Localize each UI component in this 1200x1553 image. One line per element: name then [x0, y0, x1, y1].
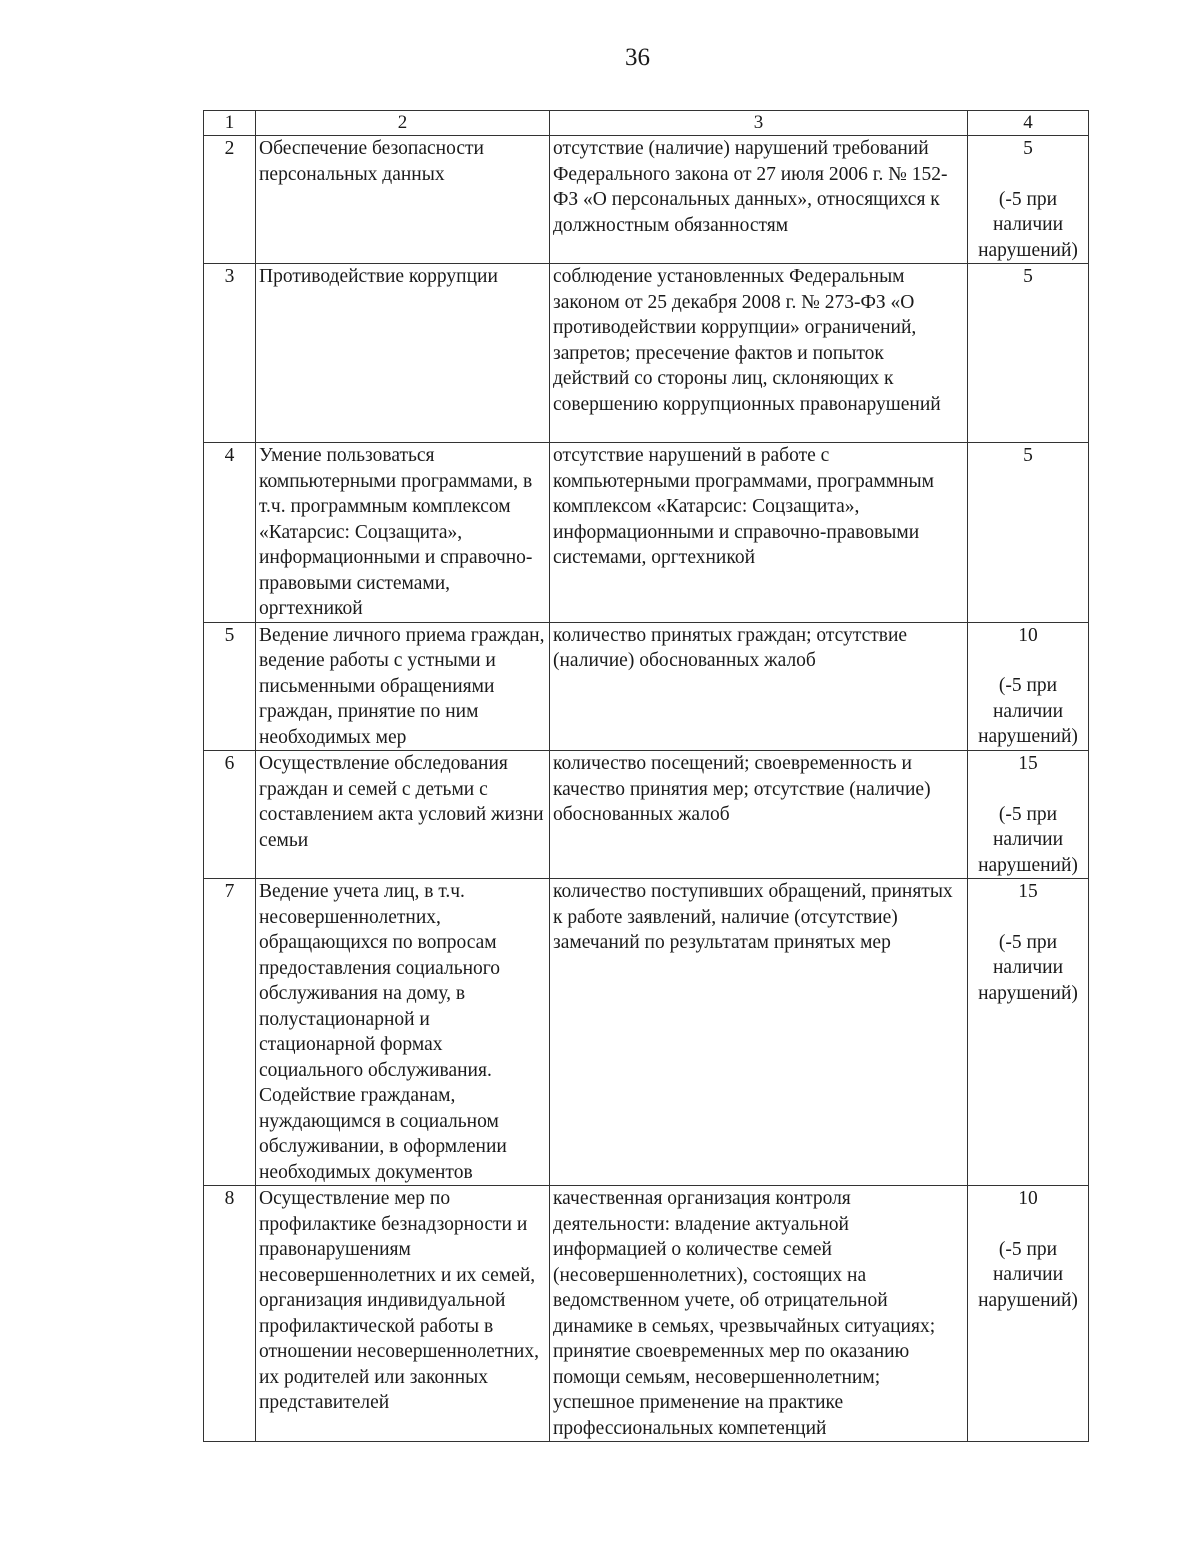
row-number: 7 [204, 879, 256, 1186]
header-cell: 1 [204, 111, 256, 136]
score-cell [968, 1186, 1089, 1442]
criterion-cell: количество принятых граждан; отсутствие (наличие) обоснованных жалоб [550, 622, 968, 751]
criteria-table [203, 110, 1089, 1442]
row-number: 4 [204, 443, 256, 623]
score-note-line: наличии [992, 1264, 1064, 1285]
row-number: 2 [204, 136, 256, 264]
score-note-line: (-5 при [998, 1238, 1058, 1260]
criterion-cell: количество посещений; своевременность и качество принятия мер; отсутствие (наличие) обоснованных жалоб [550, 751, 968, 879]
score-value: 15 [1018, 753, 1038, 774]
score-note-line: (-5 при [998, 188, 1058, 210]
score-cell [968, 879, 1089, 1186]
score-value: 10 [1018, 1188, 1038, 1209]
score-cell [968, 622, 1089, 751]
score-note-line: (-5 при [998, 931, 1058, 953]
score-note-line: нарушений) [978, 982, 1078, 1004]
indicator-cell: Осуществление мер по профилактике безнадзорности и правонарушениям несовершеннолетних и их семей, организация индивидуальной профилактической работы в отношении несовершеннолетних, их родителей или законных представителей [256, 1186, 550, 1442]
indicator-cell: Ведение учета лиц, в т.ч. несовершеннолетних, обращающихся по вопросам предоставления социального обслуживания на дому, в полустационарной и стационарной формах социального обслуживания. Содействие гражданам, нуждающимся в социальном обслуживании, в оформлении необходимых документов [256, 879, 550, 1186]
table-header-row [204, 111, 1089, 136]
table-row [204, 622, 1089, 751]
score-cell [968, 136, 1089, 264]
criterion-cell: качественная организация контроля деятельности: владение актуальной информацией о количестве семей (несовершеннолетних), состоящих на ведомственном учете, об отрицательной динамике в семьях, чрезвычайных ситуациях; принятие своевременных мер по оказанию помощи семьям, несовершеннолетним; успешное применение на практике профессиональных компетенций [550, 1186, 968, 1442]
score-cell [968, 751, 1089, 879]
score-note-line: нарушений) [978, 854, 1078, 876]
score-value: 5 [1023, 445, 1033, 466]
indicator-cell: Ведение личного приема граждан, ведение работы с устными и письменными обращениями граждан, принятие по ним необходимых мер [256, 622, 550, 751]
table-row [204, 136, 1089, 264]
row-number: 3 [204, 264, 256, 443]
criterion-cell: отсутствие нарушений в работе с компьютерными программами, программным комплексом «Катарсис: Соцзащита», информационными и справочно-правовыми системами, оргтехникой [550, 443, 968, 623]
row-number: 8 [204, 1186, 256, 1442]
score-note [971, 1237, 1085, 1314]
score-cell [968, 264, 1089, 443]
score-note [971, 187, 1085, 264]
score-note-line: (-5 при [998, 675, 1058, 696]
score-note-line: нарушений) [978, 1289, 1078, 1311]
table-row [204, 443, 1089, 623]
score-note-line: нарушений) [978, 239, 1078, 261]
score-note-line: (-5 при [998, 803, 1058, 825]
table-row [204, 879, 1089, 1186]
table-row [204, 264, 1089, 443]
score-note-line: наличии [992, 214, 1064, 235]
indicator-cell: Обеспечение безопасности персональных данных [256, 136, 550, 264]
score-note [971, 802, 1085, 879]
table-row [204, 751, 1089, 879]
criterion-cell: количество поступивших обращений, принятых к работе заявлений, наличие (отсутствие) замечаний по результатам принятых мер [550, 879, 968, 1186]
indicator-cell: Осуществление обследования граждан и семей с детьми с составлением акта условий жизни семьи [256, 751, 550, 879]
score-note [971, 673, 1085, 750]
score-value: 5 [1023, 138, 1033, 159]
score-note [971, 930, 1085, 1007]
score-note-line: наличии [992, 829, 1064, 850]
score-value: 5 [1023, 266, 1033, 287]
score-value: 10 [1018, 624, 1038, 646]
criterion-cell: соблюдение установленных Федеральным законом от 25 декабря 2008 г. № 273-ФЗ «О противодействии коррупции» ограничений, запретов; пресечение фактов и попыток действий со стороны лиц, склоняющих к совершению коррупционных правонарушений [550, 264, 968, 443]
row-number: 6 [204, 751, 256, 879]
page-number: 36 [625, 44, 650, 71]
table-row [204, 1186, 1089, 1442]
score-cell [968, 443, 1089, 623]
indicator-cell: Умение пользоваться компьютерными программами, в т.ч. программным комплексом «Катарсис: Соцзащита», информационными и справочно-правовыми системами, оргтехникой [256, 443, 550, 623]
score-note-line: наличии [992, 957, 1064, 978]
score-note-line: наличии [992, 700, 1064, 722]
header-cell: 3 [550, 111, 968, 136]
header-cell: 4 [968, 111, 1089, 136]
score-value: 15 [1018, 881, 1038, 902]
indicator-cell: Противодействие коррупции [256, 264, 550, 443]
header-cell: 2 [256, 111, 550, 136]
score-note-line: нарушений) [978, 726, 1078, 747]
criterion-cell: отсутствие (наличие) нарушений требований Федерального закона от 27 июля 2006 г. № 152-ФЗ «О персональных данных», относящихся к должностным обязанностям [550, 136, 968, 264]
row-number: 5 [204, 622, 256, 751]
